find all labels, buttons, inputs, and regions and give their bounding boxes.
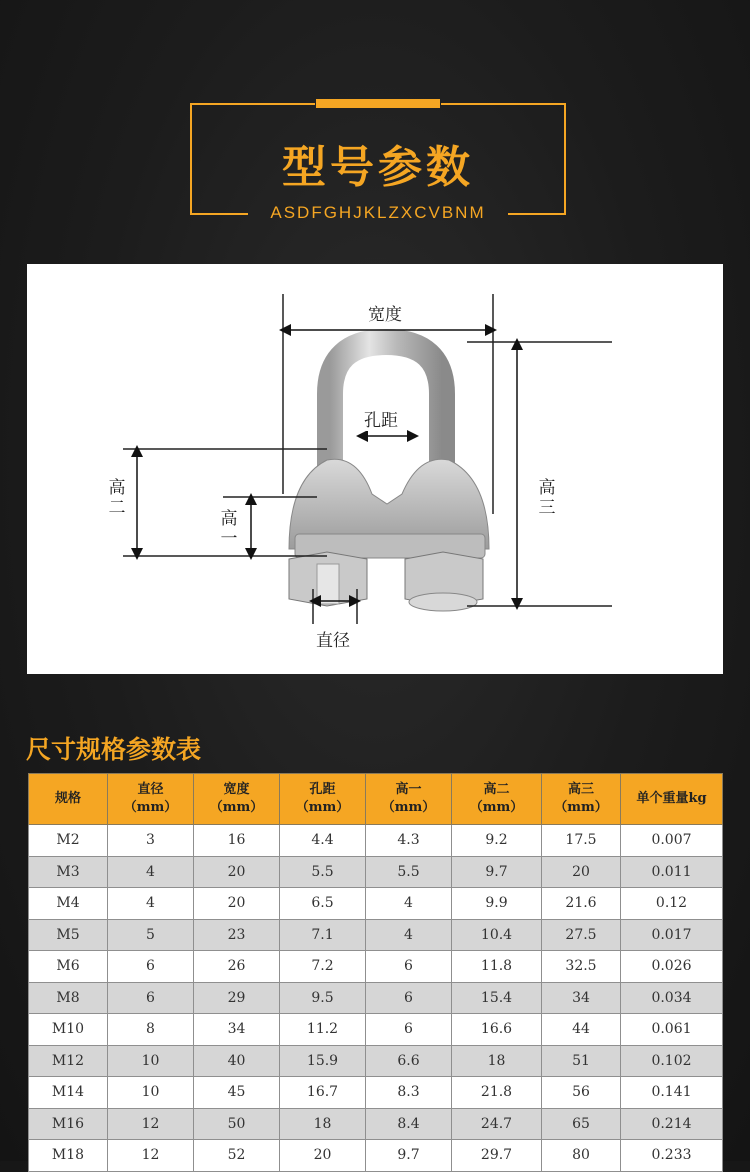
table-cell: 0.233 (621, 1140, 723, 1172)
table-header-cell (366, 774, 452, 825)
table-cell: 0.12 (621, 888, 723, 920)
table-cell: 0.017 (621, 919, 723, 951)
table-cell: 44 (542, 1014, 621, 1046)
table-header-cell (108, 774, 194, 825)
height-three-label: 高 三 (538, 478, 556, 518)
table-cell: 16 (194, 825, 280, 857)
table-cell: 5.5 (280, 856, 366, 888)
table-row (29, 951, 723, 983)
table-row (29, 825, 723, 857)
table-cell: 4.3 (366, 825, 452, 857)
table-cell: 51 (542, 1045, 621, 1077)
frame-top-right-line (441, 103, 566, 105)
table-row (29, 856, 723, 888)
table-cell: 12 (108, 1108, 194, 1140)
table-cell: 56 (542, 1077, 621, 1109)
table-cell: 9.9 (452, 888, 542, 920)
table-cell: 12 (108, 1140, 194, 1172)
table-cell: 50 (194, 1108, 280, 1140)
header-main-text: 直径 (137, 782, 164, 797)
table-cell: 10.4 (452, 919, 542, 951)
table-cell: 11.8 (452, 951, 542, 983)
table-cell: M4 (29, 888, 108, 920)
spec-table (28, 773, 723, 1172)
table-cell: M5 (29, 919, 108, 951)
table-cell: 7.2 (280, 951, 366, 983)
table-cell: 9.5 (280, 982, 366, 1014)
table-cell: 0.034 (621, 982, 723, 1014)
table-cell: 5.5 (366, 856, 452, 888)
table-cell: 24.7 (452, 1108, 542, 1140)
table-cell: 34 (542, 982, 621, 1014)
table-cell: 15.4 (452, 982, 542, 1014)
table-cell: 80 (542, 1140, 621, 1172)
table-cell: M6 (29, 951, 108, 983)
table-cell: 65 (542, 1108, 621, 1140)
page-title: 型号参数 (282, 142, 474, 193)
table-cell: 15.9 (280, 1045, 366, 1077)
table-cell: 6 (108, 951, 194, 983)
table-cell: 10 (108, 1045, 194, 1077)
table-cell: 6.5 (280, 888, 366, 920)
page-subtitle: ASDFGHJKLZXCVBNM (270, 203, 486, 222)
table-cell: 6 (108, 982, 194, 1014)
header-main-text: 单个重量kg (636, 791, 707, 806)
table-cell: 8.3 (366, 1077, 452, 1109)
table-header-cell (194, 774, 280, 825)
table-cell: M2 (29, 825, 108, 857)
table-row (29, 1077, 723, 1109)
table-cell: 6 (366, 951, 452, 983)
table-cell: 0.026 (621, 951, 723, 983)
table-row (29, 1140, 723, 1172)
table-cell: 0.007 (621, 825, 723, 857)
table-cell: 4 (366, 919, 452, 951)
table-cell: 18 (280, 1108, 366, 1140)
hole-label: 孔距 (364, 406, 398, 431)
table-cell: M14 (29, 1077, 108, 1109)
table-cell: 4 (108, 856, 194, 888)
height-two-label: 高 二 (108, 478, 126, 518)
table-cell: 6.6 (366, 1045, 452, 1077)
table-cell: 4 (366, 888, 452, 920)
header-unit-text: （mm） (295, 800, 350, 815)
table-row (29, 1045, 723, 1077)
height-one-label: 高 一 (220, 509, 238, 549)
header-frame (190, 103, 566, 222)
table-cell: 0.011 (621, 856, 723, 888)
table-cell: 0.102 (621, 1045, 723, 1077)
table-cell: 0.141 (621, 1077, 723, 1109)
table-cell: 8 (108, 1014, 194, 1046)
table-cell: 0.214 (621, 1108, 723, 1140)
table-row (29, 919, 723, 951)
table-row (29, 888, 723, 920)
table-cell: 29 (194, 982, 280, 1014)
table-cell: 4 (108, 888, 194, 920)
table-cell: 45 (194, 1077, 280, 1109)
table-cell: 20 (542, 856, 621, 888)
table-header-cell (542, 774, 621, 825)
frame-bottom-right-line (508, 213, 566, 215)
table-cell: 20 (280, 1140, 366, 1172)
table-cell: 18 (452, 1045, 542, 1077)
table-cell: 16.7 (280, 1077, 366, 1109)
table-cell: 52 (194, 1140, 280, 1172)
header-main-text: 高一 (395, 782, 422, 797)
header-main-text: 高二 (483, 782, 510, 797)
table-cell: 27.5 (542, 919, 621, 951)
table-row (29, 1108, 723, 1140)
table-cell: 8.4 (366, 1108, 452, 1140)
table-cell: M3 (29, 856, 108, 888)
table-cell: 20 (194, 888, 280, 920)
table-cell: 29.7 (452, 1140, 542, 1172)
table-cell: 17.5 (542, 825, 621, 857)
table-header-row (29, 774, 723, 825)
table-cell: M8 (29, 982, 108, 1014)
header-main-text: 孔距 (309, 782, 336, 797)
diameter-label: 直径 (316, 631, 350, 651)
wire-rope-clip-drawing (27, 264, 723, 674)
table-header-cell (29, 774, 108, 825)
table-cell: 26 (194, 951, 280, 983)
table-cell: M12 (29, 1045, 108, 1077)
table-cell: 16.6 (452, 1014, 542, 1046)
table-row (29, 982, 723, 1014)
table-cell: 23 (194, 919, 280, 951)
table-cell: 34 (194, 1014, 280, 1046)
header-main-text: 规格 (54, 791, 81, 806)
header-main-text: 高三 (567, 782, 594, 797)
table-body (29, 825, 723, 1172)
table-cell: 40 (194, 1045, 280, 1077)
table-cell: 6 (366, 1014, 452, 1046)
table-cell: 0.061 (621, 1014, 723, 1046)
table-cell: 20 (194, 856, 280, 888)
header-unit-text: （mm） (123, 800, 178, 815)
table-cell: 21.8 (452, 1077, 542, 1109)
header-unit-text: （mm） (209, 800, 264, 815)
table-cell: 9.2 (452, 825, 542, 857)
table-cell: 21.6 (542, 888, 621, 920)
table-cell: M10 (29, 1014, 108, 1046)
table-cell: 7.1 (280, 919, 366, 951)
width-label: 宽度 (368, 305, 402, 325)
table-cell: 3 (108, 825, 194, 857)
table-row (29, 1014, 723, 1046)
frame-bottom-left-line (190, 213, 248, 215)
header-unit-text: （mm） (469, 800, 524, 815)
frame-top-left-line (190, 103, 315, 105)
product-dimension-diagram (27, 264, 723, 674)
table-title: 尺寸规格参数表 (26, 735, 202, 764)
table-header-cell (280, 774, 366, 825)
table-cell: M18 (29, 1140, 108, 1172)
table-cell: 10 (108, 1077, 194, 1109)
header-main-text: 宽度 (223, 782, 250, 797)
table-cell: M16 (29, 1108, 108, 1140)
table-cell: 9.7 (452, 856, 542, 888)
header-unit-text: （mm） (554, 800, 608, 815)
table-header-cell (621, 774, 723, 825)
table-header-cell (452, 774, 542, 825)
header-unit-text: （mm） (381, 800, 436, 815)
table-cell: 9.7 (366, 1140, 452, 1172)
table-cell: 4.4 (280, 825, 366, 857)
frame-top-bar (316, 99, 440, 108)
table-cell: 32.5 (542, 951, 621, 983)
table-cell: 6 (366, 982, 452, 1014)
table-cell: 5 (108, 919, 194, 951)
table-cell: 11.2 (280, 1014, 366, 1046)
